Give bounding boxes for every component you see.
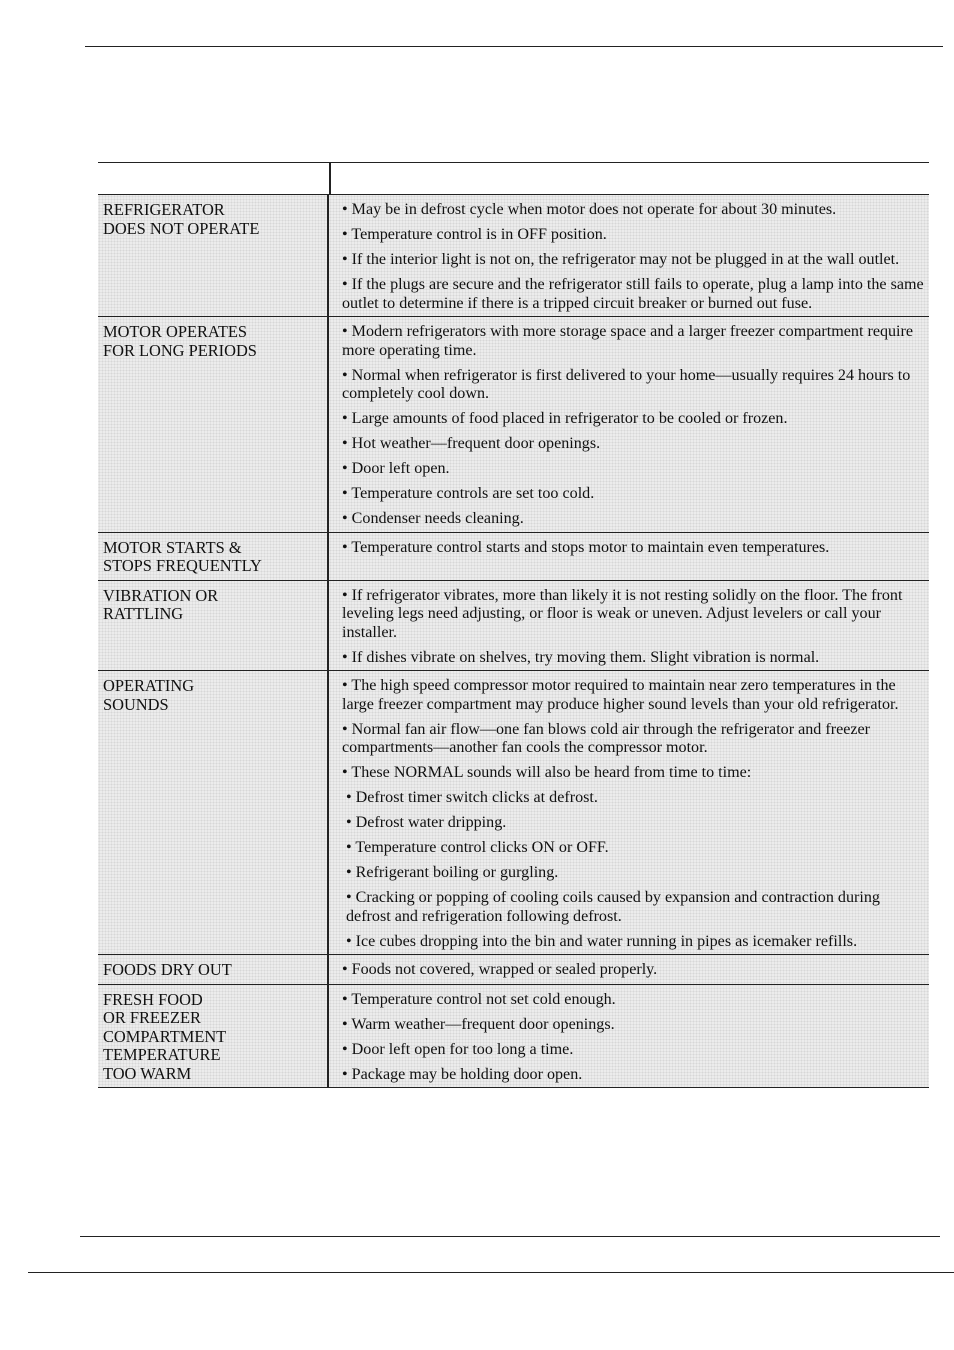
problem-cell bbox=[98, 581, 329, 671]
table-row bbox=[98, 533, 929, 581]
cause-item: • If dishes vibrate on shelves, try moving them. Slight vibration is normal. bbox=[342, 648, 820, 666]
cause-item: • Temperature control not set cold enough. bbox=[342, 990, 616, 1008]
causes-cell bbox=[329, 985, 929, 1088]
table-row bbox=[98, 955, 929, 985]
cause-item: • Modern refrigerators with more storage space and a larger freezer compartment require more operating time. bbox=[342, 323, 914, 359]
troubleshooting-table bbox=[98, 195, 929, 1088]
cause-item: • These NORMAL sounds will also be heard from time to time: bbox=[342, 764, 752, 781]
problem-label-line: SOUNDS bbox=[103, 694, 169, 714]
cause-item: • Temperature controls are set too cold. bbox=[342, 485, 595, 502]
problem-label-line: TOO WARM bbox=[103, 1063, 192, 1083]
cause-item: • Door left open. bbox=[342, 460, 450, 477]
cause-item: • Foods not covered, wrapped or sealed properly. bbox=[342, 961, 658, 978]
sub-cause-item: • Defrost water dripping. bbox=[346, 814, 507, 831]
cause-item: • Hot weather—frequent door openings. bbox=[342, 435, 601, 452]
problem-label-line: STOPS FREQUENTLY bbox=[103, 556, 262, 575]
bottom-rule bbox=[80, 1236, 940, 1237]
cause-item: • Package may be holding door open. bbox=[342, 1065, 583, 1083]
cause-item: • Normal when refrigerator is first delivered to your home—usually requires 24 hours to completely cool down. bbox=[342, 366, 911, 402]
problem-label-line: MOTOR STARTS & bbox=[103, 537, 242, 557]
sub-cause-item: • Defrost timer switch clicks at defrost. bbox=[346, 789, 598, 806]
problem-label-line: REFRIGERATOR bbox=[103, 200, 225, 219]
problem-label-line: FOR LONG PERIODS bbox=[103, 340, 257, 360]
page-bottom-rule bbox=[28, 1272, 954, 1273]
problem-label-line: TEMPERATURE bbox=[103, 1045, 221, 1064]
cause-item: • Door left open for too long a time. bbox=[342, 1040, 574, 1058]
sub-cause-item: • Cracking or popping of cooling coils caused by expansion and contraction during defrost and refrigeration following defrost. bbox=[346, 889, 880, 925]
problem-cell bbox=[98, 955, 329, 984]
table-row bbox=[98, 195, 929, 317]
cause-item: • If the plugs are secure and the refrigerator still fails to operate, plug a lamp into the same outlet to determine if there is a tripped circuit breaker or burned out fuse. bbox=[342, 276, 924, 312]
cause-item: • Temperature control is in OFF position. bbox=[342, 226, 607, 243]
top-rule bbox=[85, 46, 943, 47]
header-column-divider bbox=[329, 163, 331, 194]
cause-item: • If refrigerator vibrates, more than likely it is not resting solidly on the floor. The front leveling legs need adjusting, or floor is weak or uneven. Adjust levelers or call your installer. bbox=[342, 586, 903, 641]
problem-cell bbox=[98, 195, 329, 316]
cause-item: • Warm weather—frequent door openings. bbox=[342, 1015, 615, 1033]
problem-label-line: DOES NOT OPERATE bbox=[103, 218, 260, 238]
sub-cause-item: • Temperature control clicks ON or OFF. bbox=[346, 839, 609, 856]
causes-cell bbox=[329, 195, 929, 316]
problem-cell bbox=[98, 671, 329, 954]
cause-item: • Temperature control starts and stops motor to maintain even temperatures. bbox=[342, 538, 830, 556]
sub-cause-item: • Refrigerant boiling or gurgling. bbox=[346, 864, 559, 881]
problem-label-line: FOODS DRY OUT bbox=[103, 960, 232, 979]
causes-cell bbox=[329, 955, 929, 984]
table-row bbox=[98, 317, 929, 533]
table-row bbox=[98, 581, 929, 672]
table-row bbox=[98, 671, 929, 955]
cause-item: • The high speed compressor motor required to maintain near zero temperatures in the large freezer compartment may produce higher sound levels than your old refrigerator. bbox=[342, 677, 899, 713]
problem-label-line: OR FREEZER bbox=[103, 1008, 201, 1027]
problem-label-line: COMPARTMENT bbox=[103, 1026, 227, 1046]
problem-cell bbox=[98, 985, 329, 1088]
table-row bbox=[98, 985, 929, 1089]
sub-cause-item: • Ice cubes dropping into the bin and water running in pipes as icemaker refills. bbox=[346, 932, 858, 950]
problem-cell bbox=[98, 533, 329, 580]
problem-cell bbox=[98, 317, 329, 532]
problem-label-line: VIBRATION OR bbox=[103, 585, 219, 605]
cause-item: • Normal fan air flow—one fan blows cold air through the refrigerator and freezer compartments—another fan cools the compressor motor. bbox=[342, 720, 871, 756]
problem-label-line: MOTOR OPERATES bbox=[103, 322, 248, 341]
cause-item: • May be in defrost cycle when motor does not operate for about 30 minutes. bbox=[342, 201, 837, 218]
causes-cell bbox=[329, 317, 929, 532]
problem-label-line: OPERATING bbox=[103, 676, 195, 695]
cause-item: • Large amounts of food placed in refrigerator to be cooled or frozen. bbox=[342, 410, 788, 427]
problem-label-line: RATTLING bbox=[103, 604, 184, 623]
cause-item: • Condenser needs cleaning. bbox=[342, 510, 524, 527]
causes-cell bbox=[329, 533, 929, 580]
cause-item: • If the interior light is not on, the refrigerator may not be plugged in at the wall outlet. bbox=[342, 251, 900, 268]
causes-cell bbox=[329, 581, 929, 671]
table-header bbox=[98, 162, 929, 196]
causes-cell bbox=[329, 671, 929, 954]
problem-label-line: FRESH FOOD bbox=[103, 989, 203, 1009]
